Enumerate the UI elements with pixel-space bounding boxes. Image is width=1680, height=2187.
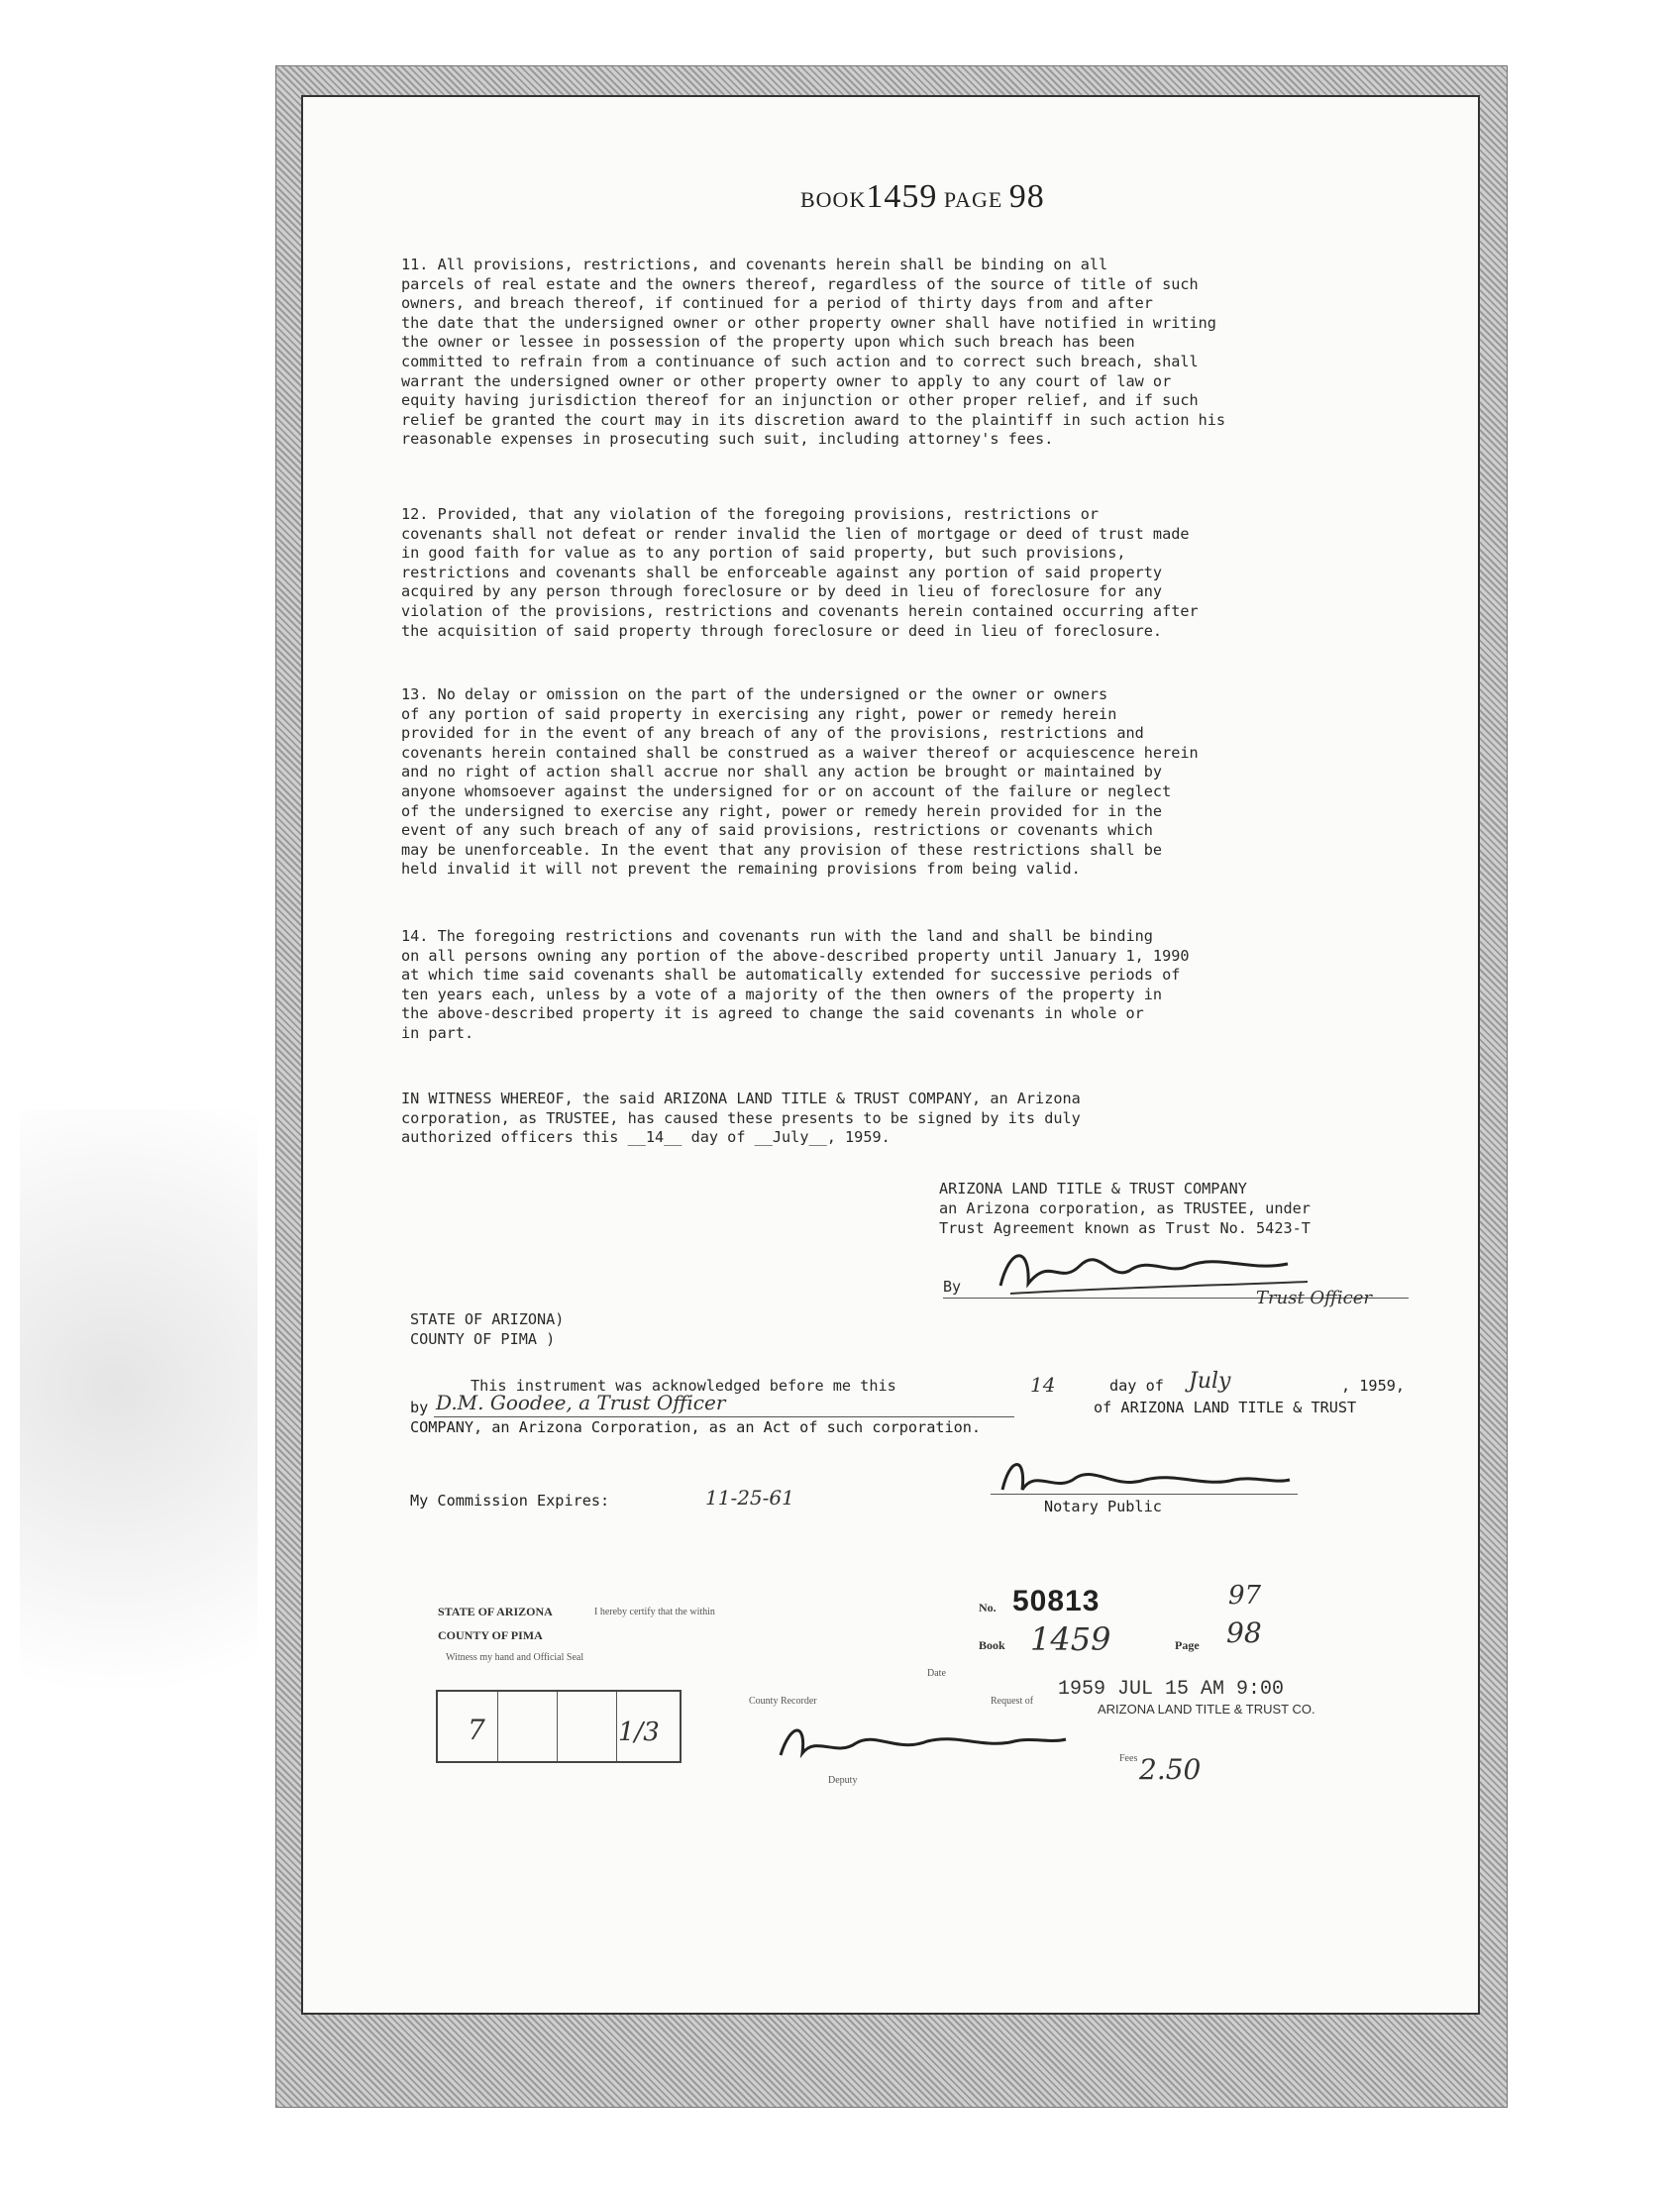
- stamp-deputy-label: Deputy: [828, 1775, 858, 1786]
- index-box-divider: [557, 1692, 558, 1761]
- stamp-book-label: Book: [979, 1638, 1005, 1652]
- index-box-divider: [616, 1692, 617, 1761]
- ack-day-of: day of: [1109, 1377, 1164, 1395]
- stamp-no-label: No.: [979, 1601, 997, 1614]
- stamp-request-label: Request of: [991, 1696, 1034, 1707]
- by-label: By: [943, 1278, 962, 1296]
- stamp-date-label: Date: [927, 1668, 946, 1679]
- recording-number: 50813: [1012, 1585, 1101, 1617]
- signer-title: Trust Officer: [1256, 1288, 1372, 1308]
- paragraph-11: 11. All provisions, restrictions, and covenants herein shall be binding on all parcels of real estate and the owners thereof, regardless of the source of title of such owners, and breach thereof, if continued for a period of thirty days from and after the date that the undersigned owner or other property owner shall have notified in writing the owner or lessee in possession of the property upon which such breach has been committed to refrain from a continuance of such action and to correct such breach, shall warrant the undersigned owner or other property owner to apply to any court of law or equity having jurisdiction thereof for an injunction or other proper relief, and if such relief be granted the court may in its discretion award to the plaintiff in such action his reasonable expenses in prosecuting such suit, including attorney's fees.: [401, 256, 1226, 449]
- stamp-state: STATE OF ARIZONA: [438, 1605, 553, 1618]
- paragraph-13: 13. No delay or omission on the part of the undersigned or the owner or owners of any portion of said property in exercising any right, power or remedy herein provided for in the event of any breach of any of the provisions, restrictions and covenants herein contained shall be construed as a waiver thereof or acquiescence herein and no right of action shall accrue nor shall any action be brought or maintained by anyone whomsoever against the undersigned for or on account of the failure or neglect of the undersigned to exercise any right, power or remedy herein provided for in the event of any such breach of any of said provisions, restrictions or covenants which may be unenforceable. In the event that any provision of these restrictions shall be held invalid it will not prevent the remaining provisions from being valid.: [401, 685, 1199, 879]
- stamp-page-hand: 98: [1226, 1616, 1262, 1649]
- commission-label: My Commission Expires:: [410, 1492, 610, 1510]
- book-number: 1459: [866, 178, 938, 215]
- paragraph-12: 12. Provided, that any violation of the foregoing provisions, restrictions or covenants shall not defeat or render invalid the lien of mortgage or deed of trust made in good faith for value as to any portion of said property, but such provisions, restrictions and covenants shall be enforceable against any portion of said property acquired by any person through foreclosure or by deed in lieu of foreclosure for any violation of the provisions, restrictions and covenants herein contained occurring after the acquisition of said property through foreclosure or deed in lieu of foreclosure.: [401, 505, 1199, 640]
- paragraph-14: 14. The foregoing restrictions and covenants run with the land and shall be binding on all persons owning any portion of the above-described property until January 1, 1990 at which time said covenants shall be automatically extended for successive periods of ten years each, unless by a vote of a majority of the then owners of the property in the above-described property it is agreed to change the said covenants in whole or in part.: [401, 927, 1190, 1042]
- notary-line: [991, 1494, 1298, 1495]
- stamp-county: COUNTY OF PIMA: [438, 1628, 543, 1642]
- page-number: 98: [1008, 178, 1045, 215]
- stamp-recorder-label: County Recorder: [749, 1696, 817, 1707]
- ack-day: 14: [1030, 1373, 1056, 1397]
- index-box-mark: 7: [468, 1714, 485, 1746]
- ack-name-line: [434, 1416, 1014, 1417]
- acknowledgment-line: This instrument was acknowledged before me this: [471, 1377, 896, 1395]
- stamp-datetime: 1959 JUL 15 AM 9:00: [1058, 1678, 1285, 1701]
- witness-clause: IN WITNESS WHEREOF, the said ARIZONA LAND TITLE & TRUST COMPANY, an Arizona corporation, as TRUSTEE, has caused these presents to be signed by its duly authorized officers this __14__ day of __July__, 1959.: [401, 1090, 1081, 1147]
- stamp-witness-text: Witness my hand and Official Seal: [446, 1652, 584, 1663]
- stamp-fee-label: Fees: [1119, 1753, 1138, 1764]
- deputy-signature: [773, 1714, 1070, 1769]
- stamp-page-label: Page: [1175, 1638, 1200, 1652]
- book-label: BOOK: [800, 187, 867, 212]
- ack-company-line: COMPANY, an Arizona Corporation, as an Act of such corporation.: [410, 1418, 982, 1436]
- stamp-fee-hand: 2.50: [1139, 1753, 1202, 1786]
- trustee-block: ARIZONA LAND TITLE & TRUST COMPANY an Arizona corporation, as TRUSTEE, under Trust Agreement known as Trust No. 5423-T: [939, 1180, 1311, 1237]
- page-label: PAGE: [943, 187, 1003, 212]
- ack-of-company: of ARIZONA LAND TITLE & TRUST: [1094, 1399, 1357, 1416]
- index-box-divider: [497, 1692, 498, 1761]
- ack-month: July: [1189, 1369, 1231, 1394]
- venue-block: STATE OF ARIZONA) COUNTY OF PIMA ): [410, 1310, 565, 1348]
- ack-year: , 1959,: [1341, 1377, 1406, 1395]
- commission-date: 11-25-61: [705, 1486, 794, 1510]
- stamp-requested-by: ARIZONA LAND TITLE & TRUST CO.: [1098, 1702, 1315, 1717]
- index-box-mark: 1/3: [618, 1718, 660, 1747]
- stamp-certify-text: I hereby certify that the within: [594, 1607, 715, 1617]
- ack-officer-name: D.M. Goodee, a Trust Officer: [436, 1391, 726, 1414]
- stamp-book-hand: 1459: [1030, 1620, 1111, 1658]
- notary-label: Notary Public: [1044, 1498, 1162, 1515]
- ack-by-label: by: [410, 1399, 429, 1416]
- scan-noise: [20, 1109, 258, 1803]
- book-page-header: [800, 178, 1045, 216]
- recording-number-hand: 97: [1228, 1581, 1262, 1611]
